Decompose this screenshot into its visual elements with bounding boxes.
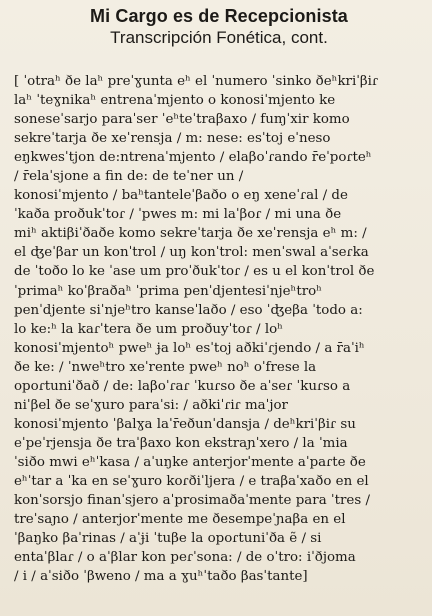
transcription-line: [ ˈotraʰ ðe laʰ preˈɣunta eʰ el ˈnumero ˈsinko ðeʰkriˈβiɾ bbox=[14, 74, 379, 89]
transcription-line: el ʤeˈβar un konˈtrol / uŋ konˈtrol: menˈswal aˈseɾka bbox=[14, 245, 369, 261]
transcription-line: penˈdjente siˈnjeʰtro kanseˈlaðo / eso ˈʤeβa ˈtodo a: bbox=[14, 302, 363, 318]
transcription-line: opoɾtuniˈðað / de: laβoˈɾaɾ ˈkuɾso ðe aˈseɾ ˈkuɾso a bbox=[14, 378, 351, 394]
transcription-line: sekreˈtarja ðe xeˈrensja / m: nese: esˈtoj eˈneso bbox=[14, 131, 331, 147]
page-subtitle: Transcripción Fonética, cont. bbox=[110, 28, 328, 47]
transcription-line: eŋkwesˈtjon de:ntrenaˈmjento / elaβoˈɾando r̄eˈpoɾteʰ bbox=[14, 150, 372, 166]
transcription-line: / i / aˈsiðo ˈβweno / ma a ɣuʰˈtaðo βasˈtante] bbox=[14, 569, 308, 585]
transcription-line: ˈprimaʰ koˈβraðaʰ ˈprima penˈdjentesiˈnjeʰtroʰ bbox=[14, 283, 322, 299]
transcription-line: laʰ ˈteɣnikaʰ entrenaˈmjento o konosiˈmjento ke bbox=[14, 93, 336, 109]
transcription-line: de ˈtoðo lo ke ˈase um proˈðukˈtoɾ / es u el konˈtrol ðe bbox=[14, 264, 375, 280]
transcription-line: lo ke:ʰ la kaɾˈtera ðe um proðuyˈtoɾ / loʰ bbox=[14, 321, 283, 337]
transcription-line: ˈβaŋko βaˈrinas / aˈɉi ˈtuβe la opoɾtuniˈða ẽ / si bbox=[14, 531, 322, 547]
transcription-line: ˈsiðo mwi eʰˈkasa / aˈuŋke anterjorˈmente aˈpaɾte ðe bbox=[14, 454, 366, 470]
transcription-line: eˈpeˈrjensja ðe traˈβaxo kon ekstraɲˈxero / la ˈmia bbox=[14, 435, 348, 451]
transcription-line: miʰ aktiβiˈðaðe komo sekreˈtarja ðe xeˈrensja eʰ m: / bbox=[14, 226, 367, 242]
transcription-line: treˈsaɲo / anterjorˈmente me ðesempeˈɲaβa en el bbox=[14, 512, 346, 528]
transcription-line: niˈβel ðe seˈɣuro paraˈsi: / aðkiˈɾiɾ maˈjor bbox=[14, 397, 288, 413]
transcription-line: sonesеˈsarjo paraˈser ˈeʰteˈtraβaxo / fuɱˈxir komo bbox=[14, 112, 350, 128]
transcription-line: konosiˈmjento ˈβalɣa laˈr̄eðunˈdansja / deʰkriˈβiɾ su bbox=[14, 416, 356, 432]
transcription-line: konˈsorsjo finanˈsjero aˈprosimaðaˈmente para ˈtres / bbox=[14, 493, 370, 509]
phonetic-transcription bbox=[14, 72, 424, 586]
transcription-line: eʰˈtar a ˈka en seˈɣuro koɾðiˈljera / e traβaˈxaðo en el bbox=[14, 473, 369, 489]
page-title: Mi Cargo es de Recepcionista bbox=[90, 6, 348, 26]
transcription-line: ðe ke: / ˈnweʰtro xeˈrente pweʰ noʰ oˈfrese la bbox=[14, 359, 317, 375]
transcription-line: ˈkaða proðukˈtoɾ / ˈpwes m: mi laˈβoɾ / mi una ðe bbox=[14, 207, 342, 223]
transcription-line: konosiˈmjentoʰ pweʰ ɉa loʰ esˈtoj aðkiˈɾjendo / a r̄aˈiʰ bbox=[14, 340, 365, 356]
transcription-line: konosiˈmjento / baʰtanteleˈβaðo o eŋ xeneˈɾal / de bbox=[14, 188, 348, 204]
transcription-line: entaˈβlaɾ / o aˈβlar kon peɾˈsona: / de oˈtro: iˈðjoma bbox=[14, 550, 356, 566]
transcription-line: / r̄elaˈsjone a fin de: de teˈner un / bbox=[14, 169, 244, 185]
